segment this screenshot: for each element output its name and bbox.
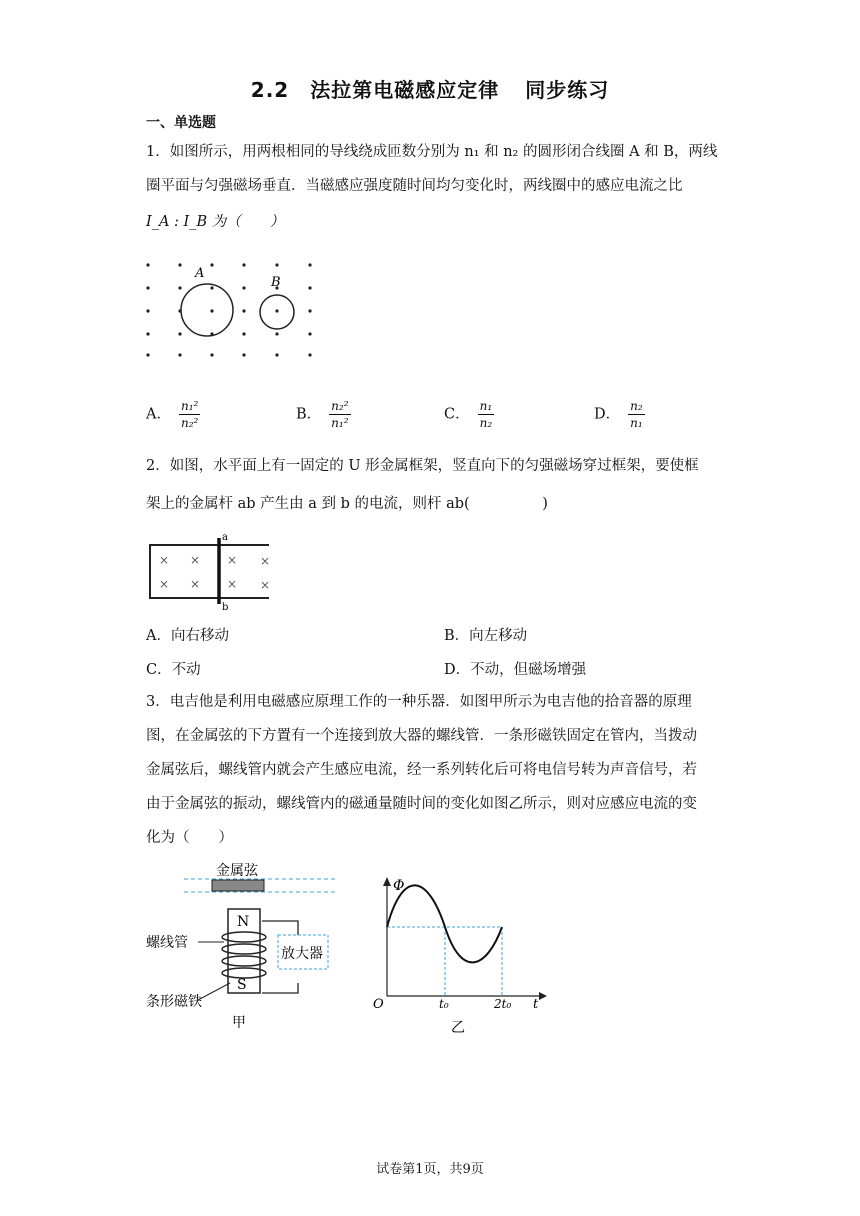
- q2-option-a[interactable]: A．向右移动: [146, 628, 229, 644]
- figure-caption-yi: 乙: [451, 1020, 465, 1035]
- svg-text:×: ×: [159, 553, 170, 567]
- option-fraction: $\frac{\text{n₂}}{\text{n₁}}$: [630, 399, 643, 430]
- q1-option-d[interactable]: [594, 398, 645, 431]
- field-dot: [308, 286, 311, 289]
- option-label: B．: [296, 406, 322, 423]
- field-dot: [178, 353, 181, 356]
- q1-option-a[interactable]: [146, 398, 200, 431]
- q2-text-line1: 2．如图，水平面上有一固定的 U 形金属框架，竖直向下的匀强磁场穿过框架，要使框: [146, 458, 699, 474]
- svg-text:×: ×: [190, 577, 201, 591]
- field-dot: [275, 332, 278, 335]
- option-label: A．: [146, 406, 171, 423]
- q2-option-b[interactable]: B．向左移动: [444, 628, 528, 644]
- q3-figure-pickup: [140, 855, 350, 1035]
- field-dot: [146, 309, 149, 312]
- q2-figure: [142, 530, 282, 612]
- q1-text-line1: 1．如图所示，用两根相同的导线绕成匝数分别为 n₁ 和 n₂ 的圆形闭合线圈 A 和 B，两线: [146, 144, 718, 160]
- field-dot: [178, 286, 181, 289]
- flux-curve: [387, 885, 502, 962]
- q2-option-d[interactable]: D．不动，但磁场增强: [444, 662, 587, 678]
- page-title: [0, 74, 860, 103]
- solenoid-label: 螺线管: [146, 935, 188, 951]
- q3-text-line5: 化为（ ）: [146, 830, 233, 846]
- rod-label-b: b: [222, 602, 229, 612]
- q1-figure: [140, 255, 330, 365]
- q3-text-line1: 3．电吉他是利用电磁感应原理工作的一种乐器．如图甲所示为电吉他的拾音器的原理: [146, 694, 692, 710]
- svg-text:×: ×: [190, 553, 201, 567]
- option-fraction: $\frac{\text{n₁²}}{\text{n₂²}}$: [180, 399, 199, 430]
- section-heading: 一、单选题: [146, 115, 216, 131]
- figure-caption-jia: 甲: [232, 1015, 246, 1031]
- field-dot: [275, 353, 278, 356]
- svg-text:×: ×: [260, 578, 271, 592]
- origin-label: O: [373, 997, 384, 1012]
- q3-text-line3: 金属弦后，螺线管内就会产生感应电流，经一系列转化后可将电信号转为声音信号，若: [146, 762, 697, 778]
- amplifier-label: 放大器: [281, 946, 323, 962]
- field-dot: [210, 309, 213, 312]
- coil-b-label: B: [271, 275, 281, 290]
- svg-text:×: ×: [260, 554, 271, 568]
- title-sub: 同步练习: [525, 78, 610, 102]
- option-label: D．: [594, 406, 621, 423]
- magnet-label: 条形磁铁: [146, 994, 202, 1010]
- option-label: C．: [444, 406, 470, 423]
- q2-option-c[interactable]: C．不动: [146, 662, 201, 678]
- svg-text:×: ×: [159, 577, 170, 591]
- metal-string-label: 金属弦: [216, 863, 258, 879]
- field-dot: [275, 263, 278, 266]
- 2t0-label: 2t₀: [494, 997, 512, 1011]
- field-dot: [242, 353, 245, 356]
- metal-string: [212, 880, 264, 891]
- field-dots: [146, 263, 311, 356]
- field-dot: [178, 263, 181, 266]
- t-label: t: [533, 997, 539, 1012]
- rod-label-a: a: [222, 532, 228, 543]
- field-dot: [146, 353, 149, 356]
- field-dot: [308, 353, 311, 356]
- field-dot: [242, 263, 245, 266]
- field-dot: [308, 332, 311, 335]
- magnet-north-label: N: [237, 914, 250, 930]
- magnet-south-label: S: [237, 977, 247, 993]
- q1-text-line3: I_A : I_B 为（ ）: [146, 214, 285, 230]
- field-dot: [242, 332, 245, 335]
- field-dot: [146, 263, 149, 266]
- field-dot: [210, 353, 213, 356]
- field-dot: [210, 263, 213, 266]
- page-footer: 试卷第1页，共9页: [376, 1162, 484, 1177]
- t0-label: t₀: [439, 997, 449, 1011]
- coil-a: [181, 284, 233, 336]
- field-dot: [210, 286, 213, 289]
- field-dot: [146, 332, 149, 335]
- field-dot: [308, 309, 311, 312]
- q3-text-line4: 由于金属弦的振动，螺线管内的磁通量随时间的变化如图乙所示，则对应感应电流的变: [146, 796, 697, 812]
- field-dot: [178, 332, 181, 335]
- q3-figure-flux-graph: [365, 870, 555, 1035]
- field-dot: [308, 263, 311, 266]
- field-dot: [275, 309, 278, 312]
- field-crosses: [159, 553, 270, 592]
- option-fraction: $\frac{\text{n₂²}}{\text{n₁²}}$: [331, 399, 349, 430]
- q1-text-line2: 圈平面与匀强磁场垂直．当磁感应强度随时间均匀变化时，两线圈中的感应电流之比: [146, 178, 683, 194]
- field-dot: [242, 286, 245, 289]
- svg-text:×: ×: [227, 553, 238, 567]
- q1-option-c[interactable]: [444, 398, 494, 431]
- q1-option-b[interactable]: [296, 398, 351, 431]
- title-main: 2.2 法拉第电磁感应定律: [250, 78, 500, 102]
- q2-text-line2: 架上的金属杆 ab 产生由 a 到 b 的电流，则杆 ab( ): [146, 496, 548, 512]
- option-fraction: $\frac{\text{n₁}}{\text{n₂}}$: [479, 399, 493, 430]
- svg-text:×: ×: [227, 577, 238, 591]
- field-dot: [146, 286, 149, 289]
- coil-a-label: A: [195, 266, 205, 281]
- phi-label: Φ: [393, 878, 405, 894]
- q3-text-line2: 图，在金属弦的下方置有一个连接到放大器的螺线管．一条形磁铁固定在管内，当拨动: [146, 728, 697, 744]
- field-dot: [242, 309, 245, 312]
